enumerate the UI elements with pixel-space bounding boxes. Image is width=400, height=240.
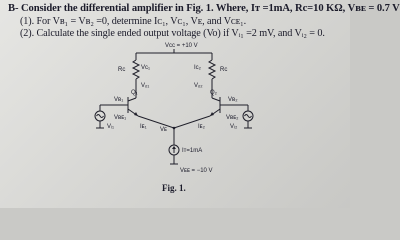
ie2-label: Iᴇ₂	[198, 124, 205, 130]
ve-label: Vᴇ	[160, 127, 167, 133]
ic2-label: Ic₂	[194, 65, 201, 71]
vb2-label: Vʙ₂	[228, 97, 238, 103]
vo1-label: Vₒ₁	[141, 83, 150, 89]
vi2-label: Vᵢ₂	[230, 124, 238, 130]
vee-label: Vᴇᴇ = −10 V	[180, 168, 213, 174]
vbe1-label: Vʙᴇ₁	[114, 115, 127, 121]
rc2-resistor	[209, 60, 215, 79]
q1-collector-lead	[128, 98, 136, 101]
q1-label: Q₁	[131, 90, 138, 96]
ie1-label: Iᴇ₁	[140, 124, 147, 130]
q2-collector-lead	[212, 98, 220, 101]
current-source-arrow	[172, 146, 176, 149]
q2-label: Q₂	[210, 90, 217, 96]
vi1-sine-icon	[97, 115, 104, 118]
vcc-label: Vᴄᴄ = +10 V	[165, 43, 198, 49]
vbe2-label: Vʙᴇ₂	[226, 115, 239, 121]
vi2-sine-icon	[245, 115, 252, 118]
vi1-label: Vᵢ₁	[107, 124, 114, 130]
vo2-label: Vₒ₂	[194, 83, 203, 89]
rc1-resistor	[133, 60, 139, 79]
rc2-label: Rc	[220, 67, 228, 73]
question-part-1: (1). For Vʙ₁ = Vʙ₂ =0, determine Iᴄ₁, Vᴄ₁, Vᴇ, and Vᴄᴇ₁.	[20, 16, 247, 27]
figure-caption: Fig. 1.	[162, 183, 186, 193]
vc1-label: Vc₁	[141, 65, 151, 71]
rc1-label: Rc	[118, 67, 126, 73]
question-part-2: (2). Calculate the single ended output voltage (Vo) if Vᵢ₁ =2 mV, and Vᵢ₂ = 0.	[20, 28, 325, 39]
question-title: B- Consider the differential amplifier in Fig. 1. Where, Iᴛ =1mA, Rc=10 KΩ, Vʙᴇ = 0.7 V	[8, 3, 400, 14]
it-label: Iᴛ=1mA	[182, 148, 203, 154]
vb1-label: Vʙ₁	[114, 97, 124, 103]
